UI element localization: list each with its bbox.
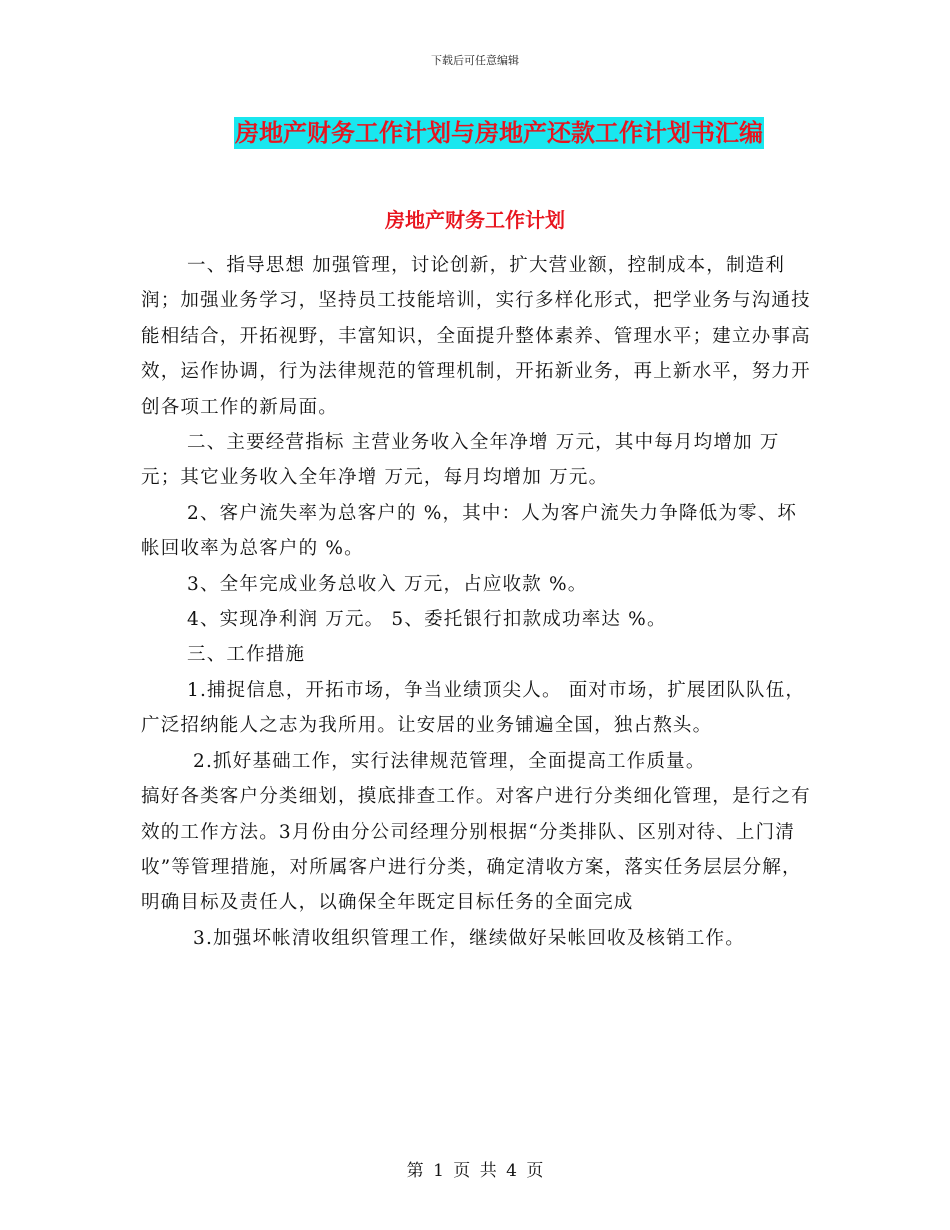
paragraph-customer-loss: 2、客户流失率为总客户的 %，其中：人为客户流失力争降低为零、坏帐回收率为总客户的 %。 — [141, 502, 798, 560]
header-note: 下载后可任意编辑 — [431, 54, 519, 67]
paragraph-measure-3: 3.加强坏帐清收组织管理工作，继续做好呆帐回收及核销工作。 — [193, 927, 745, 949]
paragraph-guiding-ideology: 一、指导思想 加强管理，讨论创新，扩大营业额，控制成本，制造利润；加强业务学习，坚持员工技能培训，实行多样化形式，把学业务与沟通技能相结合，开拓视野，丰富知识，全面提升整体素养、管理水平；建立办事高效，运作协调，行为法律规范的管理机制，开拓新业务，再上新水平，努力开创各项工作的新局面。 — [141, 255, 811, 418]
document-title — [0, 113, 950, 148]
section-title: 房地产财务工作计划 — [385, 208, 565, 232]
document-body — [141, 248, 811, 956]
paragraph-main-indicators: 二、主要经营指标 主营业务收入全年净增 万元，其中每月均增加 万元；其它业务收入全年净增 万元，每月均增加 万元。 — [141, 432, 780, 489]
paragraph-measure-2: 2.抓好基础工作，实行法律规范管理，全面提高工作质量。 — [193, 750, 706, 772]
paragraph-work-measures-heading: 三、工作措施 — [187, 644, 306, 666]
document-title-text: 房地产财务工作计划与房地产还款工作计划书汇编 — [235, 119, 763, 147]
page-footer: 第 1 页 共 4 页 — [406, 1161, 544, 1181]
paragraph-total-income: 3、全年完成业务总收入 万元，占应收款 %。 — [187, 573, 588, 595]
paragraph-net-profit: 4、实现净利润 万元。 5、委托银行扣款成功率达 %。 — [187, 609, 667, 631]
paragraph-measure-2-detail: 搞好各类客户分类细划，摸底排查工作。对客户进行分类细化管理，是行之有效的工作方法。3月份由分公司经理分别根据“分类排队、区别对待、上门清收”等管理措施，对所属客户进行分类，确定清收方案，落实任务层层分解，明确目标及责任人，以确保全年既定目标任务的全面完成 — [141, 786, 811, 914]
paragraph-measure-1: 1.捕捉信息，开拓市场，争当业绩顶尖人。 面对市场，扩展团队队伍，广泛招纳能人之志为我所用。让安居的业务铺遍全国，独占熬头。 — [141, 679, 806, 737]
